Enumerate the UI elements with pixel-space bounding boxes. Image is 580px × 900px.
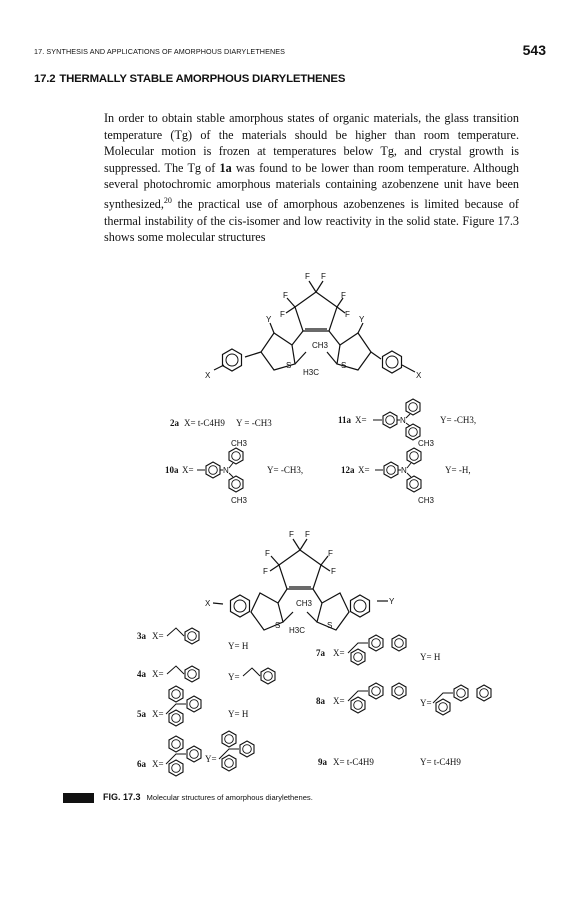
atom-label-h3c: H3C (303, 368, 320, 377)
svg-text:Y=: Y= (420, 698, 432, 708)
compound-5a (137, 686, 249, 726)
svg-text:N: N (223, 466, 229, 475)
svg-text:CH3: CH3 (231, 439, 248, 448)
svg-text:4a: 4a (137, 669, 146, 679)
paragraph-text-1: In order to obtain stable amorphous states of organic materials, the glass transition temperature (Tg) of the materials should be higher than room temperature. Molecular motion is frozen at temperatures below Tg, and crystal growth is suppressed. The Tg of (104, 111, 519, 175)
atom-label-f: F (331, 567, 336, 576)
svg-text:10a: 10a (165, 465, 179, 475)
svg-text:X=: X= (358, 465, 370, 475)
compound-12a (341, 439, 471, 505)
atom-label-y: Y (359, 315, 365, 324)
atom-label-f: F (289, 530, 294, 539)
compound-3a (137, 628, 249, 651)
svg-text:X= t-C4H9: X= t-C4H9 (184, 418, 225, 428)
compound-4a (137, 666, 275, 684)
atom-label-h3c: H3C (289, 626, 306, 635)
atom-label-f: F (263, 567, 268, 576)
atom-label-f: F (265, 549, 270, 558)
compound-ref-1a: 1a (219, 160, 232, 175)
atom-label-f: F (328, 549, 333, 558)
caption-bar (63, 793, 94, 803)
svg-text:3a: 3a (137, 631, 146, 641)
svg-text:Y= -CH3,: Y= -CH3, (267, 465, 304, 475)
atom-label-x: X (416, 371, 422, 380)
svg-text:CH3: CH3 (231, 496, 248, 505)
atom-label-f: F (321, 272, 326, 281)
section-number: 17.2 (34, 73, 56, 85)
atom-label-f: F (283, 291, 288, 300)
svg-text:6a: 6a (137, 759, 146, 769)
atom-label-y: Y (266, 315, 272, 324)
svg-text:Y= -CH3,: Y= -CH3, (440, 415, 477, 425)
figure-caption (103, 792, 313, 802)
svg-text:11a: 11a (338, 415, 352, 425)
compound-2a (170, 418, 272, 428)
svg-text:12a: 12a (341, 465, 355, 475)
atom-label-ch3: CH3 (296, 599, 313, 608)
compound-11a (338, 399, 476, 440)
svg-text:8a: 8a (316, 696, 325, 706)
compound-7a (316, 635, 441, 665)
atom-label-s: S (327, 621, 333, 630)
svg-text:X=: X= (333, 696, 345, 706)
atom-label-s: S (286, 361, 292, 370)
svg-text:Y=: Y= (228, 672, 240, 682)
compound-6a (137, 731, 254, 776)
page-number: 543 (522, 42, 546, 58)
svg-text:Y= H: Y= H (228, 709, 249, 719)
svg-text:7a: 7a (316, 648, 325, 658)
atom-label-ch3: CH3 (312, 341, 329, 350)
svg-text:N: N (400, 416, 406, 425)
running-head: 17. SYNTHESIS AND APPLICATIONS OF AMORPHOUS DIARYLETHENES (34, 47, 286, 56)
atom-label-x: X (205, 371, 211, 380)
figure-label: FIG. 17.3 (103, 792, 141, 802)
svg-text:Y= t-C4H9: Y= t-C4H9 (420, 757, 461, 767)
section-title: THERMALLY STABLE AMORPHOUS DIARYLETHENES (59, 73, 346, 85)
compound-10a (165, 439, 303, 505)
svg-text:Y= H: Y= H (228, 641, 249, 651)
svg-text:N: N (401, 466, 407, 475)
citation-superscript: 20 (163, 195, 172, 205)
svg-text:Y= H: Y= H (420, 652, 441, 662)
svg-text:Y=: Y= (205, 754, 217, 764)
svg-text:Y= -H,: Y= -H, (445, 465, 471, 475)
svg-text:X=: X= (152, 631, 164, 641)
svg-text:CH3: CH3 (418, 496, 435, 505)
compound-8a (316, 683, 491, 715)
benzene-ring-left (223, 349, 242, 371)
svg-text:Y = -CH3: Y = -CH3 (236, 418, 272, 428)
compound-9a (318, 757, 461, 767)
svg-text:X=: X= (182, 465, 194, 475)
paragraph-text-2: was found to be lower than room temperature. Although several photochromic amorphous materials containing azobenzene unit have been synthesized, (104, 160, 519, 212)
atom-label-f: F (345, 310, 350, 319)
svg-text:CH3: CH3 (418, 439, 435, 448)
svg-text:X= t-C4H9: X= t-C4H9 (333, 757, 374, 767)
svg-text:X=: X= (152, 759, 164, 769)
benzene-ring-right (351, 595, 370, 617)
atom-label-y: Y (389, 597, 395, 606)
atom-label-f: F (305, 272, 310, 281)
caption-text: Molecular structures of amorphous diarylethenes. (146, 793, 313, 802)
svg-text:X=: X= (152, 709, 164, 719)
svg-text:X=: X= (152, 669, 164, 679)
atom-label-s: S (341, 361, 347, 370)
benzene-ring-left (231, 595, 250, 617)
svg-text:9a: 9a (318, 757, 327, 767)
atom-label-f: F (305, 530, 310, 539)
svg-text:2a: 2a (170, 418, 179, 428)
atom-label-f: F (280, 310, 285, 319)
atom-label-f: F (341, 291, 346, 300)
benzene-ring-right (383, 351, 402, 373)
paragraph-text-3: the practical use of amorphous azobenzenes is limited because of thermal instability of the cis-isomer and low reactivity in the solid state. Figure 17.3 shows some molecular structures (104, 197, 519, 245)
svg-text:X=: X= (333, 648, 345, 658)
svg-text:5a: 5a (137, 709, 146, 719)
atom-label-s: S (275, 621, 281, 630)
svg-text:X=: X= (355, 415, 367, 425)
structure-dithienylethene (214, 281, 415, 372)
atom-label-x: X (205, 599, 211, 608)
